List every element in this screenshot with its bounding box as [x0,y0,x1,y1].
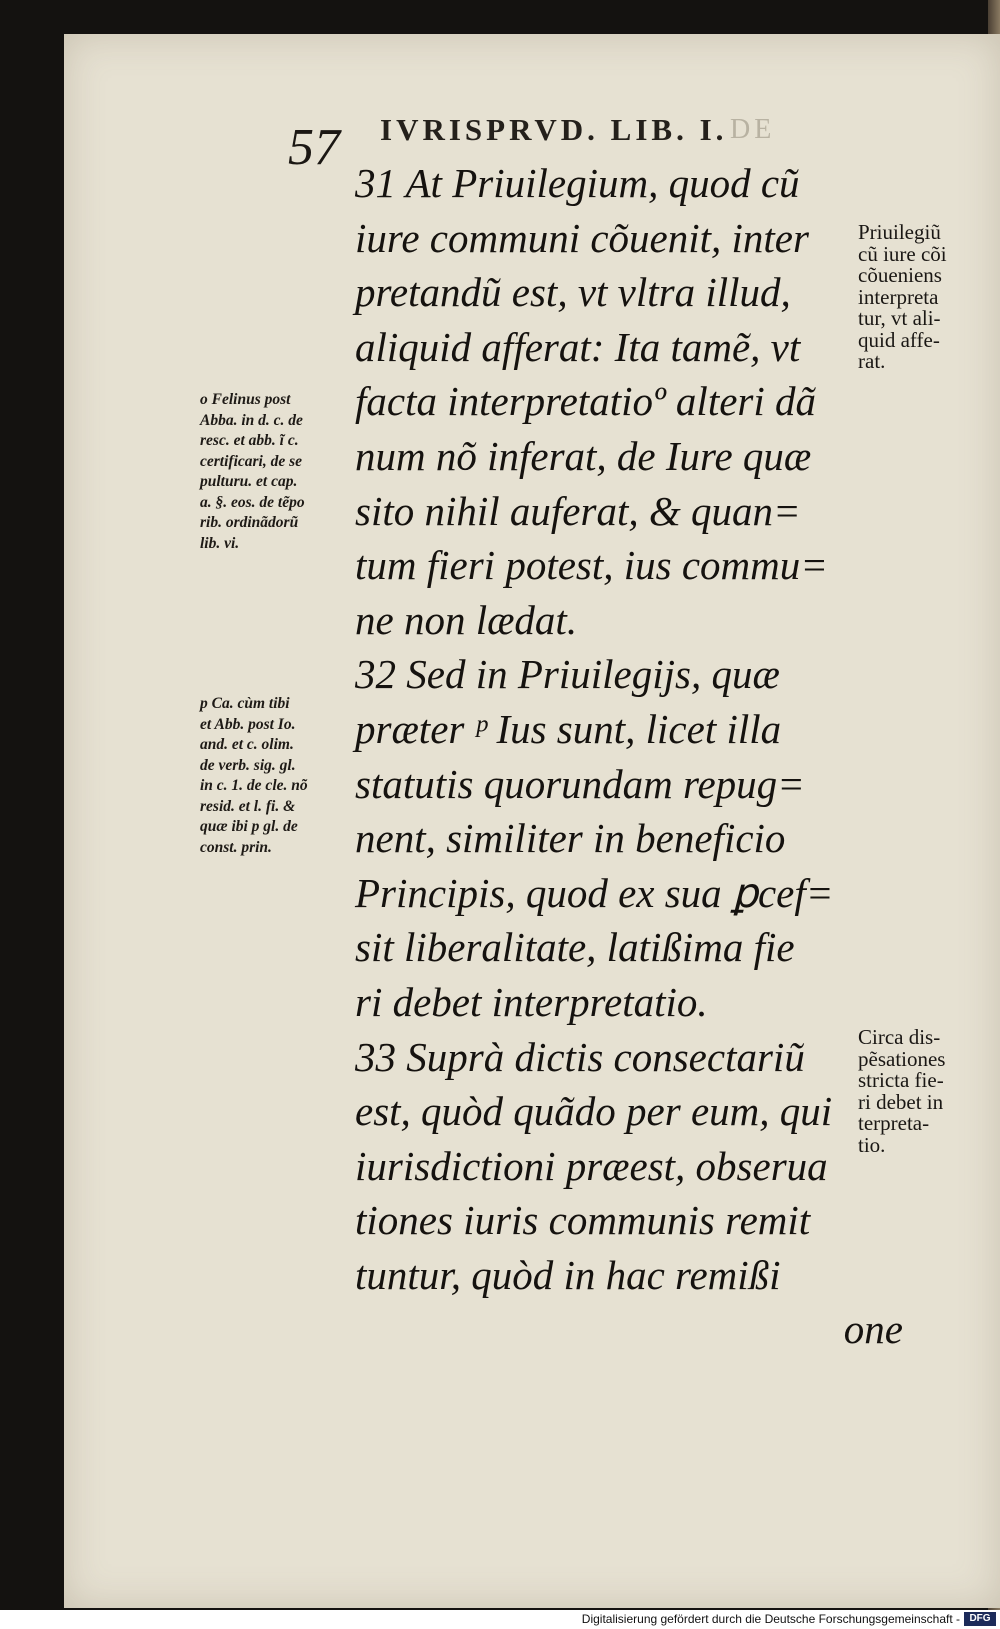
text-line: sit liberalitate, latißima fie [355,924,795,971]
text-line: one [843,1306,903,1353]
note-line: quæ ibi p gl. de [200,818,298,835]
note-line: terpreta- [858,1111,930,1135]
text-line: 32 Sed in Priuilegijs, quæ [355,651,780,698]
note-line: resid. et l. fi. & [200,797,296,815]
note-line: rib. ordinãdorũ [200,514,299,531]
marginal-note-left-o [200,390,370,554]
text-line: tum fieri potest, ius commu= [355,542,828,589]
note-line: interpreta [858,284,939,309]
note-line: and. et c. olim. [200,736,294,753]
text-line: pretandũ est, vt vltra illud, [355,269,791,316]
note-line: de verb. sig. gl. [200,756,296,774]
text-line: facta interpretatioº alteri dã [355,378,817,425]
text-line: ri debet interpretatio. [355,978,708,1025]
note-line: ri debet in [858,1089,944,1114]
note-line: Circa dis- [858,1025,941,1049]
note-line: certificari, de se [200,452,303,470]
note-line: const. prin. [200,838,272,856]
note-line: quid affe- [858,327,940,352]
text-line: 31 At Priuilegium, quod cũ [355,160,800,206]
text-line: præter ᵖ Ius sunt, licet illa [355,705,782,752]
text-line: aliquid afferat: Ita tamẽ, vt [355,323,801,370]
note-line: o Felinus post [200,391,291,408]
note-line: Abba. in d. c. de [200,411,303,429]
text-line: iure communi cõuenit, inter [355,214,809,261]
note-line: cũ iure cõi [858,241,947,266]
note-line: resc. et abb. ĩ c. [200,432,299,449]
text-line: nent, similiter in beneficio [355,815,786,862]
running-head-bleed: DE [730,114,776,145]
note-line: pulturu. et cap. [200,473,298,490]
note-line: et Abb. post Io. [200,715,296,733]
text-line: 33 Suprà dictis consectariũ [355,1033,805,1080]
text-line: num nõ inferat, de Iure quæ [355,432,812,479]
text-line: Principis, quod ex sua ꝑcef= [355,869,834,916]
marginal-note-right-2 [858,1027,994,1156]
note-line: a. §. eos. de tẽpo [200,493,305,511]
running-head: IVRISPRVD. LIB. I. [380,112,728,147]
marginal-note-left-p [200,694,370,858]
note-line: rat. [858,349,886,373]
note-line: pẽsationes [858,1046,946,1071]
page-number: 57 [288,119,340,176]
text-line: sito nihil auferat, & quan= [355,487,801,534]
text-line: est, quòd quãdo per eum, qui [355,1088,833,1135]
note-line: stricta fie- [858,1068,944,1092]
note-line: Priuilegiũ [858,220,941,244]
main-text-block [355,156,915,1357]
text-line: ne non lædat. [355,596,578,643]
note-line: lib. vi. [200,534,240,552]
footer-credit: Digitalisierung gefördert durch die Deutsche Forschungsgemeinschaft - [581,1612,960,1626]
note-line: tio. [858,1132,886,1157]
text-line: tuntur, quòd in hac remißi [355,1251,781,1298]
note-line: tur, vt ali- [858,306,941,330]
text-line: iurisdictioni præest, obserua [355,1142,828,1189]
note-line: in c. 1. de cle. nõ [200,777,308,794]
note-line: p Ca. cùm tibi [200,695,290,712]
text-line: statutis quorundam repug= [355,760,805,807]
note-line: cõueniens [858,263,942,287]
text-line: tiones iuris communis remit [355,1197,811,1244]
digitization-footer [0,1610,1000,1629]
dfg-logo-icon: DFG [964,1612,996,1626]
marginal-note-right-1 [858,222,994,373]
